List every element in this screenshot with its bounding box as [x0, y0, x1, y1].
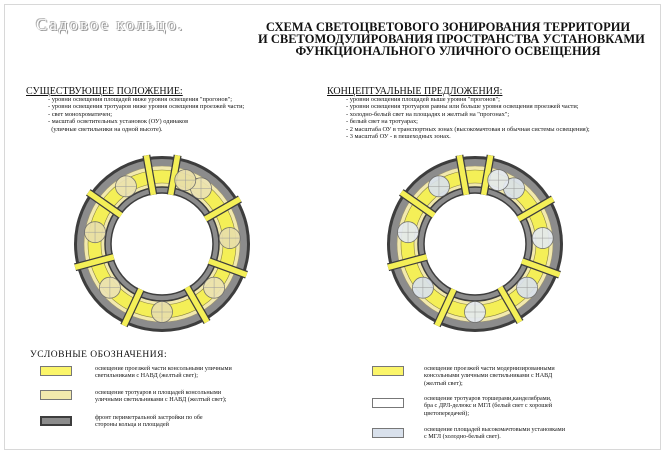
legend-line: уличными светильниками с НАВД (желтый свет); — [95, 396, 227, 404]
main-title — [258, 20, 645, 58]
ring-center — [111, 193, 213, 295]
ring-diagram-proposal — [383, 152, 567, 336]
proposal-list — [346, 96, 590, 140]
legend-line: с МГЛ (холодно-белый свет). — [424, 433, 501, 441]
legend-swatch-road-yellow-modern — [372, 366, 404, 376]
legend-line: освещение площадей высокомачтовыми установками — [424, 426, 566, 433]
legend-text — [424, 426, 565, 441]
legend-swatch-road-yellow — [40, 366, 72, 376]
proposal-item: - уровни освещения площадей выше уровня "прогонов"; — [346, 96, 500, 103]
legend-line: освещение тротуаров торшерами,канделябрами, — [424, 395, 552, 402]
legend-swatch-cool-white — [372, 428, 404, 438]
ring-diagram-existing — [70, 152, 254, 336]
legend-text — [95, 365, 232, 380]
existing-item: - масштаб осветительных установок (ОУ) одинаков — [48, 118, 189, 126]
existing-list — [48, 96, 244, 133]
title-line-2: И СВЕТОМОДУЛИРОВАНИЯ ПРОСТРАНСТВА УСТАНОВКАМИ — [258, 32, 645, 46]
legend-text — [424, 365, 555, 387]
proposal-item: - 3 масштаб ОУ - в пешеходных зонах. — [346, 133, 451, 141]
legend-line: бра с ДРЛ-делюкс и МГЛ (белый свет с хорошей — [424, 402, 553, 410]
legend-line: (желтый свет); — [424, 379, 463, 387]
legend-text — [424, 395, 552, 417]
legend-line: цветопередачей); — [424, 409, 470, 417]
existing-item: - уровни освещения тротуаров ниже уровня освещения проезжей части; — [48, 103, 245, 111]
proposal-item: - холодно-белый свет на площадях и желтый на "прогонах"; — [346, 110, 510, 118]
existing-item: (уличные светильники на одной высоте). — [48, 125, 163, 133]
legend-line: освещение проезжей части консольными уличными — [95, 365, 232, 372]
existing-heading: СУЩЕСТВУЮЩЕЕ ПОЛОЖЕНИЕ: — [26, 86, 183, 97]
legend-line: стороны кольца и площадей — [95, 421, 169, 429]
legend-swatch-white-light — [372, 398, 404, 408]
legend-swatch-building-front — [40, 416, 72, 426]
legend-line: консольными уличными светильниками с НАВД — [424, 372, 553, 380]
legend-heading: УСЛОВНЫЕ ОБОЗНАЧЕНИЯ: — [30, 350, 168, 360]
title-line-1: СХЕМА СВЕТОЦВЕТОВОГО ЗОНИРОВАНИЯ ТЕРРИТОРИИ — [265, 20, 631, 34]
legend-swatch-sidewalk-pale — [40, 390, 72, 400]
ring-center — [424, 193, 526, 295]
proposal-item: - 2 масштаба ОУ в транспортных зонах (высокомачтовая и обычная системы освещения); — [346, 125, 590, 133]
legend-line: светильниками с НАВД (желтый свет); — [95, 372, 198, 380]
existing-item: - свет монохроматичен; — [48, 110, 113, 118]
brand-title: Садовое кольцо. — [36, 15, 185, 34]
existing-item: - уровни освещения площадей ниже уровня освещения "прогонов"; — [48, 96, 232, 103]
title-line-3: ФУНКЦИОНАЛЬНОГО УЛИЧНОГО ОСВЕЩЕНИЯ — [295, 44, 601, 58]
legend-text — [95, 389, 227, 404]
legend-line: фронт периметральной застройки по обе — [95, 414, 203, 421]
proposal-heading: КОНЦЕПТУАЛЬНЫЕ ПРЕДЛОЖЕНИЯ: — [327, 86, 503, 97]
ring-group — [74, 155, 250, 332]
proposal-item: - уровни освещения тротуаров равны или больше уровня освещения проезжей части; — [346, 103, 579, 111]
proposal-item: - белый свет на тротуарах; — [346, 118, 418, 126]
legend-line: освещение проезжей части модернизированными — [424, 365, 555, 372]
legend-text — [95, 414, 203, 429]
ring-group — [387, 155, 563, 332]
legend-line: освещение тротуаров и площадей консольными — [95, 389, 222, 396]
